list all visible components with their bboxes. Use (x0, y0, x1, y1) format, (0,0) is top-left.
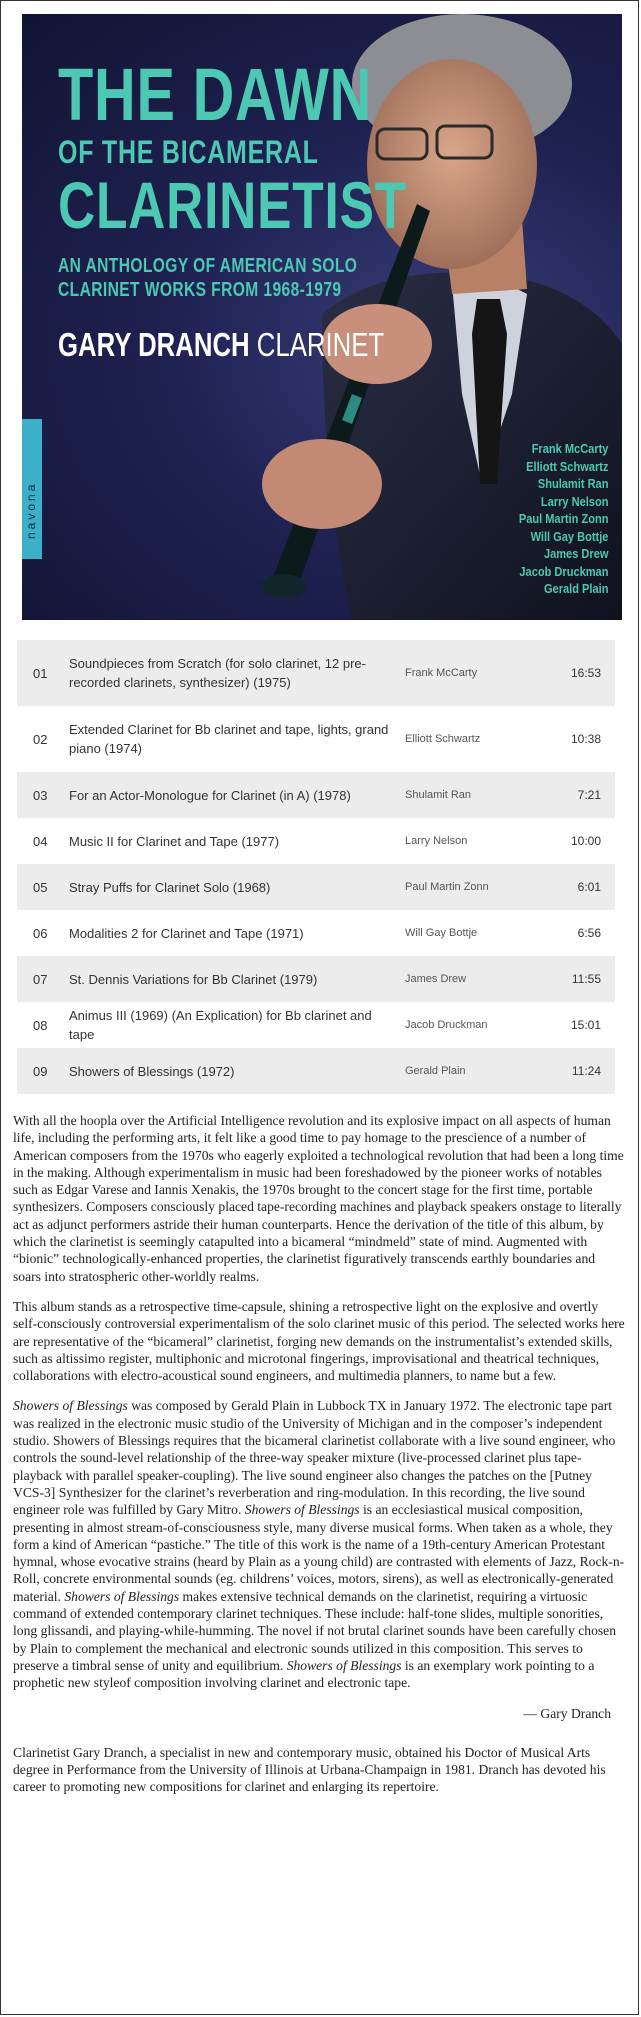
album-subtitle (58, 254, 357, 302)
cover-composer: Gerald Plain (543, 581, 608, 596)
album-subtitle-line-1: AN ANTHOLOGY OF AMERICAN SOLO (58, 255, 358, 277)
track-number: 08 (33, 1017, 48, 1033)
track-title: Animus III (1969) (An Explication) for Bb clarinet and tape (69, 1008, 372, 1042)
track-list (17, 640, 615, 1094)
album-subtitle-line-2: CLARINET WORKS FROM 1968-1979 (58, 279, 342, 301)
cover-composer: Will Gay Bottje (530, 528, 608, 544)
track-duration: 10:38 (570, 732, 601, 746)
track-row[interactable] (17, 640, 615, 706)
track-composer: Larry Nelson (405, 835, 468, 847)
track-title: Music II for Clarinet and Tape (1977) (69, 833, 280, 849)
track-row[interactable] (17, 706, 615, 772)
cover-composer: Elliott Schwartz (525, 458, 608, 474)
notes-text: was composed by Gerald Plain in Lubbock TX in January 1972. The electronic tape part was realized in the electronic music studio of the University of Michigan and in the composer’s independent studio. Showers of Blessings requires that the bicameral clarinetist collaborate with a live sound engineer, who controls the sound-level relationship of the three-way speaker mixture (live-processed clarinet plus tape-playback with parallel speaker-coupling). The live sound engineer also changes the patches on the [Putney VCS-3] Synthesizer for the clarinet’s reverberation and ring-modulation. In this recording, the live sound engineer role was fulfilled by Gary Mitro. (13, 1398, 616, 1518)
notes-paragraph: This album stands as a retrospective time-capsule, shining a retrospective light on the explosive and overtly self-consciously controversial experimentalism of the solo clarinet music of this period. The selected works here are representative of the “bicameral” clarinetist, forging new demands on the instrumentalist’s extended skills, such as altissimo register, multiphonic and microtonal fingerings, improvisational and theatrical techniques, collaborations with electro-acoustical sound engineers, and multimedia planners, to name but a few. (13, 1298, 625, 1384)
album-title-line-1: THE DAWN (58, 53, 373, 136)
track-composer: Jacob Druckman (405, 1019, 488, 1031)
track-number: 04 (33, 833, 48, 849)
track-number: 05 (33, 879, 48, 895)
track-number: 07 (33, 971, 48, 987)
track-duration: 15:01 (570, 1018, 601, 1032)
liner-notes (13, 1112, 625, 1809)
track-row[interactable] (17, 910, 615, 956)
track-title: Stray Puffs for Clarinet Solo (1968) (69, 879, 271, 895)
album-title-line-3: CLARINETIST (58, 168, 407, 242)
track-title: For an Actor-Monologue for Clarinet (in A) (1978) (69, 787, 351, 803)
cover-composer: Frank McCarty (531, 441, 608, 456)
track-composer: Will Gay Bottje (405, 927, 478, 939)
cover-composer: Shulamit Ran (537, 476, 608, 491)
track-number: 03 (33, 787, 48, 803)
cover-composer: Paul Martin Zonn (518, 511, 608, 526)
track-composer: Gerald Plain (405, 1065, 466, 1077)
track-duration: 16:53 (570, 666, 601, 680)
track-number: 06 (33, 925, 48, 941)
work-title: Showers of Blessings (64, 1588, 180, 1604)
track-row[interactable] (17, 1002, 615, 1048)
track-composer: Paul Martin Zonn (405, 881, 489, 893)
track-duration: 6:56 (577, 926, 601, 940)
label-logo (22, 419, 42, 559)
track-duration: 7:21 (577, 788, 601, 802)
artist-bio: Clarinetist Gary Dranch, a specialist in new and contemporary music, obtained his Doctor of Musical Arts degree in Performance from the University of Illinois at Urbana-Champaign in 1981. Dranch has devoted his career to promoting new compositions for clarinet and enlarging its repertoire. (13, 1744, 606, 1795)
cover-composer: Jacob Druckman (518, 563, 608, 579)
cover-composer: Larry Nelson (540, 493, 608, 509)
notes-text: is an ecclesiastical musical composition, presenting in almost stream-of-consciousness style, many diverse musical forms. When taken as a whole, they form a kind of American “pastiche.” The title of this work is the name of a 19th-century American Protestant hymnal, whose evocative strains (heard by Plain as a young child) are contrasted with elements of Jazz, Rock-n-Roll, concrete environmental sounds (eg. childrens’ voices, motors, sirens), as well as electronically-generated material. (13, 1502, 625, 1604)
track-row[interactable] (17, 956, 615, 1002)
artist-name: GARY DRANCH (58, 326, 250, 363)
track-duration: 11:24 (571, 1064, 601, 1078)
track-title: Modalities 2 for Clarinet and Tape (1971) (69, 925, 304, 941)
track-title: St. Dennis Variations for Bb Clarinet (1979) (69, 971, 318, 987)
track-row[interactable] (17, 1048, 615, 1094)
artist-instrument: CLARINET (256, 326, 385, 363)
track-row[interactable] (17, 818, 615, 864)
track-number: 02 (33, 731, 48, 747)
album-title (58, 53, 505, 242)
work-title: Showers of Blessings (244, 1502, 360, 1518)
notes-text: makes extensive technical demands on the clarinetist, requiring a virtuosic command of extended contemporary clarinet techniques. These include: half-tone slides, multiple sonorities, long glissandi, and playing-while-humming. The novel if not brutal clarinet sounds have been carefully chosen by Plain to complement the mechanical and electronic sounds utilized in this composition. This serves to preserve a timbral sense of unity and equilibrium. (13, 1588, 617, 1673)
label-name: navona (24, 481, 38, 539)
track-duration: 6:01 (577, 880, 601, 894)
track-composer: Shulamit Ran (405, 789, 472, 801)
track-row[interactable] (17, 772, 615, 818)
track-composer: Elliott Schwartz (405, 733, 481, 745)
work-title: Showers of Blessings (13, 1398, 128, 1414)
album-title-line-2: OF THE BICAMERAL (58, 134, 319, 170)
track-duration: 11:55 (571, 972, 601, 986)
track-composer: James Drew (405, 973, 467, 985)
track-title: Extended Clarinet for Bb clarinet and tape, lights, grand piano (1974) (69, 722, 389, 756)
work-title: Showers of Blessings (286, 1657, 402, 1673)
cover-composer-list (503, 440, 608, 598)
track-duration: 10:00 (570, 834, 601, 848)
track-composer: Frank McCarty (405, 667, 478, 679)
notes-signature: — Gary Dranch (523, 1705, 611, 1721)
notes-paragraph-showers (13, 1397, 625, 1691)
notes-paragraph: With all the hoopla over the Artificial Intelligence revolution and its explosive impact on all aspects of human life, including the performing arts, it felt like a good time to pay homage to the prescience of a number of American composers from the 1970s who eagerly exploited a technological revolution that had been a long time in the making. Although experimentalism in music had been foreshadowed by the pioneer works of notables such as Edgar Varese and Iannis Xenakis, the 1970s brought to the concert stage for the first time, portable synthesizers. Composers consciously placed tape-recording machines and playback speakers onstage to literally act as adjunct performers astride their human counterparts. Hence the derivation of the title of this album, by which the clarinetist is seemingly catapulted into a bicameral “mindmeld” state of mind. Augmented with “bionic” technologically-enhanced properties, the clarinetist figuratively transcends earthly boundaries and soars into stratospheric other-worldly realms. (13, 1113, 624, 1284)
track-number: 09 (33, 1063, 48, 1079)
album-artist (58, 326, 384, 364)
track-number: 01 (33, 665, 48, 681)
album-cover (22, 14, 622, 620)
track-row[interactable] (17, 864, 615, 910)
track-title: Soundpieces from Scratch (for solo clarinet, 12 pre-recorded clarinets, synthesizer) (1975) (69, 656, 366, 690)
cover-composer: James Drew (543, 546, 608, 561)
track-title: Showers of Blessings (1972) (69, 1063, 235, 1079)
notes-text: is an exemplary work pointing to a prophetic new styleof composition involving clarinet and electronic tape. (13, 1657, 595, 1691)
